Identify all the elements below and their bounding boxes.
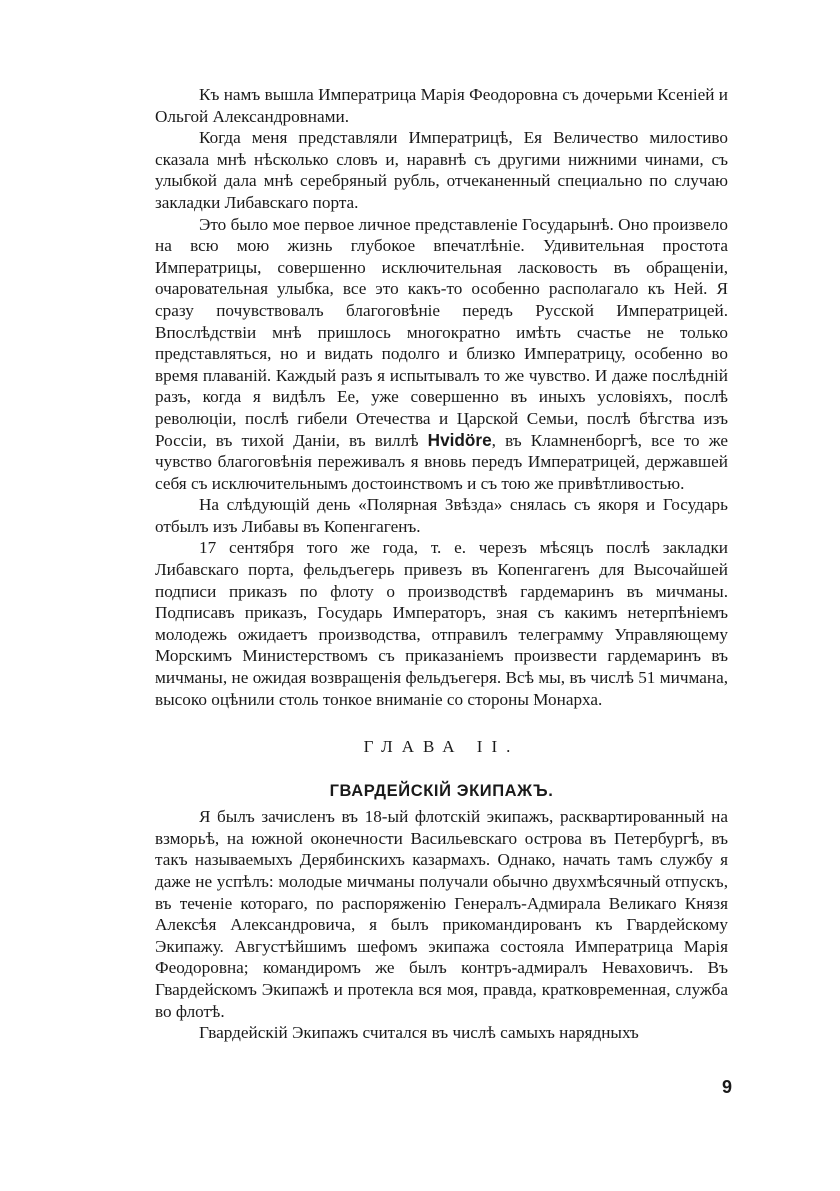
- paragraph-first-presentation-text: Это было мое первое личное представленіе Государынѣ. Оно произвело на всю мою жизнь глубокое впечатлѣніе. Удивительная простота Императрицы, совершенно исключительная ласковость въ обращеніи, очаровательная улыбка, все это какъ-то особенно располагало къ Ней. Я сразу почувствовалъ благоговѣніе передъ Русской Императрицей. Впослѣдствіи мнѣ пришлось многократно имѣть счастье не только представляться, но и видать подолго и близко Императрицу, особенно во время плаваній. Каждый разъ я испытывалъ то же чувство. И даже послѣдній разъ, когда я видѣлъ Ее, уже совершенно въ иныхъ условіяхъ, послѣ революціи, послѣ гибели Отечества и Царской Семьи, послѣ бѣгства изъ Россіи, въ тихой Даніи, въ виллѣ: [155, 214, 728, 450]
- paragraph-promotion-order: 17 сентября того же года, т. е. черезъ мѣсяцъ послѣ закладки Либавскаго порта, фельдъегерь привезъ въ Копенгагенъ для Высочайшей подписи приказъ по флоту о производствѣ гардемаринъ въ мичманы. Подписавъ приказъ, Государь Императоръ, зная съ какимъ нетерпѣніемъ молодежь ожидаетъ производства, отправилъ телеграмму Управляющему Морскимъ Министерствомъ съ приказаніемъ произвести гардемаринъ въ мичманы, не ожидая возвращенія фельдъегеря. Всѣ мы, въ числѣ 51 мичмана, высоко оцѣнили столь тонкое вниманіе со стороны Монарха.: [155, 538, 728, 709]
- text-column: [155, 84, 728, 1044]
- paragraph-polar-star-departure: На слѣдующій день «Полярная Звѣзда» снялась съ якоря и Государь отбылъ изъ Либавы въ Копенгагенъ.: [155, 495, 728, 536]
- paragraph-guard-crew: Гвардейскій Экипажъ считался въ числѣ самыхъ нарядныхъ: [199, 1023, 639, 1043]
- paragraph-first-presentation: [155, 214, 728, 495]
- paragraph-enlistment: Я былъ зачисленъ въ 18-ый флотскій экипажъ, расквартированный на взморьѣ, на южной оконечности Васильевскаго острова въ Петербургѣ, въ такъ называемыхъ Дерябинскихъ казармахъ. Однако, начать тамъ службу я даже не успѣлъ: молодые мичманы получали обычно двухмѣсячный отпускъ, въ теченіе котораго, по распоряженію Генералъ-Адмирала Великаго Князя Алексѣя Александровича, я былъ прикомандированъ къ Гвардейскому Экипажу. Августѣйшимъ шефомъ экипажа состояла Императрица Марія Феодоровна; командиромъ же былъ контръ-адмиралъ Неваховичъ. Въ Гвардейскомъ Экипажѣ и протекла вся моя, правда, кратковременная, служба во флотѣ.: [155, 807, 728, 1021]
- paragraph-first-presentation-text-end: , въ Кламненборгѣ, все то же чувство благоговѣнія переживалъ я вновь передъ Императрицей, державшей себя съ исключительнымъ достоинствомъ и съ тою же привѣтливостью.: [155, 430, 729, 493]
- paragraph-silver-ruble: Когда меня представляли Императрицѣ, Ея Величество милостиво сказала мнѣ нѣсколько словъ и, наравнѣ съ другими нижними чинами, съ улыбкой дала мнѣ серебряный рубль, отчеканенный специально по случаю закладки Либавскаго порта.: [155, 128, 728, 212]
- villa-name: Hvidöre: [427, 429, 492, 450]
- section-title: ГВАРДЕЙСКІЙ ЭКИПАЖЪ.: [329, 782, 554, 801]
- paragraph-empress-visit: Къ намъ вышла Императрица Марія Феодоровна съ дочерьми Ксеніей и Ольгой Александровнами.: [155, 85, 728, 126]
- page-number: 9: [721, 1077, 732, 1097]
- chapter-heading: ГЛАВА II.: [363, 737, 520, 757]
